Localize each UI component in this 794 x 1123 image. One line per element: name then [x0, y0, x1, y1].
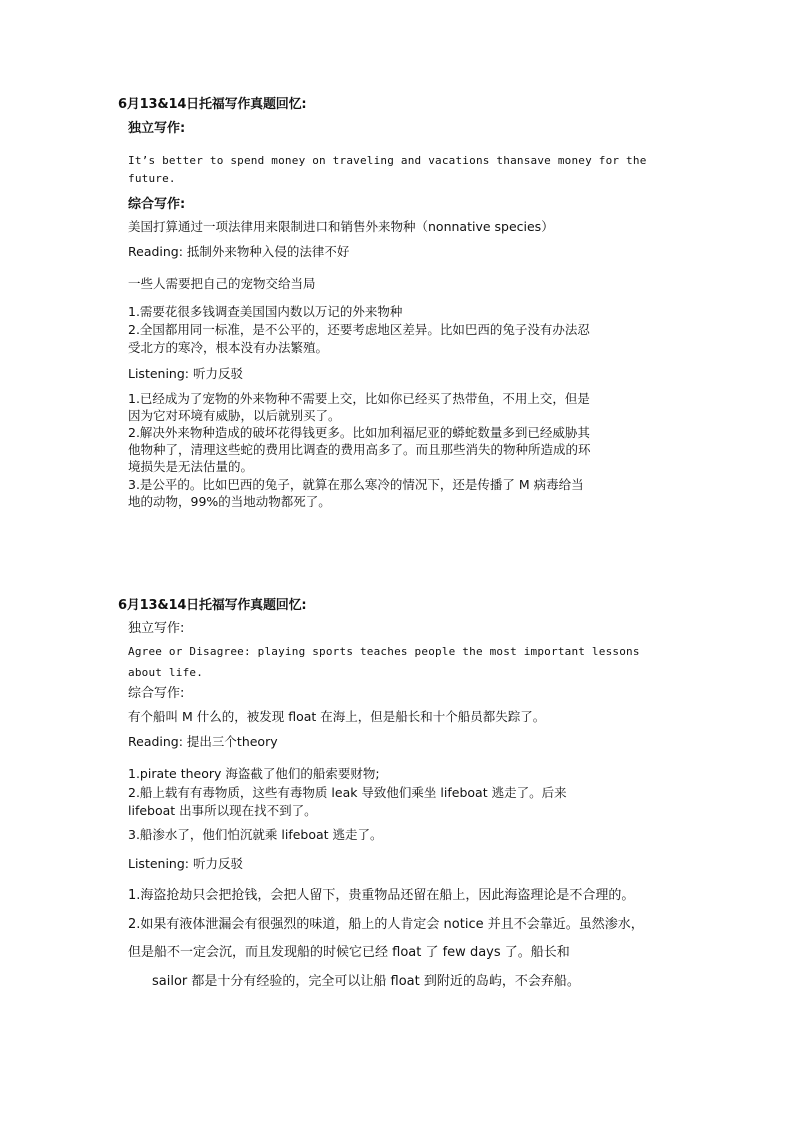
- section2-reading-point1: 1.pirate theory 海盗截了他们的船索要财物;: [128, 766, 380, 781]
- section2-listening-point2-line1: 2.如果有液体泄漏会有很强烈的味道，船上的人肯定会 notice 并且不会靠近。虽然渗水，: [128, 917, 644, 932]
- section1-independent-prompt-line2: future.: [128, 172, 176, 185]
- section1-listening-point3-line2: 地的动物，99%的当地动物都死了。: [128, 494, 331, 509]
- section2-listening: Listening: 听力反驳: [128, 856, 243, 871]
- section2-independent-prompt-line2: about life.: [128, 666, 204, 679]
- section1-listening-point1-line1: 1.已经成为了宠物的外来物种不需要上交，比如你已经买了热带鱼，不用上交，但是: [128, 391, 590, 406]
- section2-reading: Reading: 提出三个theory: [128, 734, 278, 749]
- section1-integrated-heading: 综合写作:: [128, 197, 186, 212]
- section1-listening-point2-line3: 境损失是无法估量的。: [128, 459, 254, 474]
- section1-independent-heading: 独立写作:: [128, 121, 186, 136]
- section2-integrated-heading: 综合写作:: [128, 686, 185, 701]
- section2-reading-point3: 3.船渗水了，他们怕沉就乘 lifeboat 逃走了。: [128, 827, 383, 842]
- section1-reading-point2-line1: 2.全国都用同一标准，是不公平的，还要考虑地区差异。比如巴西的兔子没有办法忍: [128, 322, 590, 337]
- section1-independent-prompt-line1: It’s better to spend money on traveling and vacations thansave money for the: [128, 154, 647, 167]
- section1-reading-point1: 1.需要花很多钱调查美国国内数以万记的外来物种: [128, 304, 403, 319]
- section1-listening-point3-line1: 3.是公平的。比如巴西的兔子，就算在那么寒冷的情况下，还是传播了 M 病毒给当: [128, 477, 584, 492]
- section1-listening-point1-line2: 因为它对环境有威胁，以后就别买了。: [128, 408, 341, 423]
- section1-listening: Listening: 听力反驳: [128, 366, 243, 381]
- section2-listening-point1: 1.海盗抢劫只会把抢钱，会把人留下，贵重物品还留在船上，因此海盗理论是不合理的。: [128, 888, 635, 903]
- section2-reading-point2-line2: lifeboat 出事所以现在找不到了。: [128, 803, 317, 818]
- section2-independent-heading: 独立写作:: [128, 621, 185, 636]
- section1-intro: 一些人需要把自己的宠物交给当局: [128, 276, 316, 291]
- section1-integrated-topic: 美国打算通过一项法律用来限制进口和销售外来物种（nonnative species）: [128, 219, 554, 234]
- section1-reading: Reading: 抵制外来物种入侵的法律不好: [128, 244, 350, 259]
- section1-listening-point2-line1: 2.解决外来物种造成的破坏花得钱更多。比如加利福尼亚的蟒蛇数量多到已经威胁其: [128, 425, 590, 440]
- section1-listening-point2-line2: 他物种了，清理这些蛇的费用比调查的费用高多了。而且那些消失的物种所造成的环: [128, 442, 591, 457]
- section2-listening-point2-line2: 但是船不一定会沉，而且发现船的时候它已经 float 了 few days 了。船长和: [128, 945, 570, 960]
- section2-reading-point2-line1: 2.船上载有有毒物质，这些有毒物质 leak 导致他们乘坐 lifeboat 逃走了。后来: [128, 785, 567, 800]
- section2-listening-point2-line3: sailor 都是十分有经验的，完全可以让船 float 到附近的岛屿，不会弃船。: [152, 974, 580, 989]
- section1-title: 6月13&14日托福写作真题回忆:: [118, 97, 307, 112]
- section2-integrated-topic: 有个船叫 M 什么的，被发现 float 在海上，但是船长和十个船员都失踪了。: [128, 709, 546, 724]
- section2-independent-prompt-line1: Agree or Disagree: playing sports teaches people the most important lessons: [128, 645, 640, 658]
- section2-title: 6月13&14日托福写作真题回忆:: [118, 598, 307, 613]
- section1-reading-point2-line2: 受北方的寒冷，根本没有办法繁殖。: [128, 340, 329, 355]
